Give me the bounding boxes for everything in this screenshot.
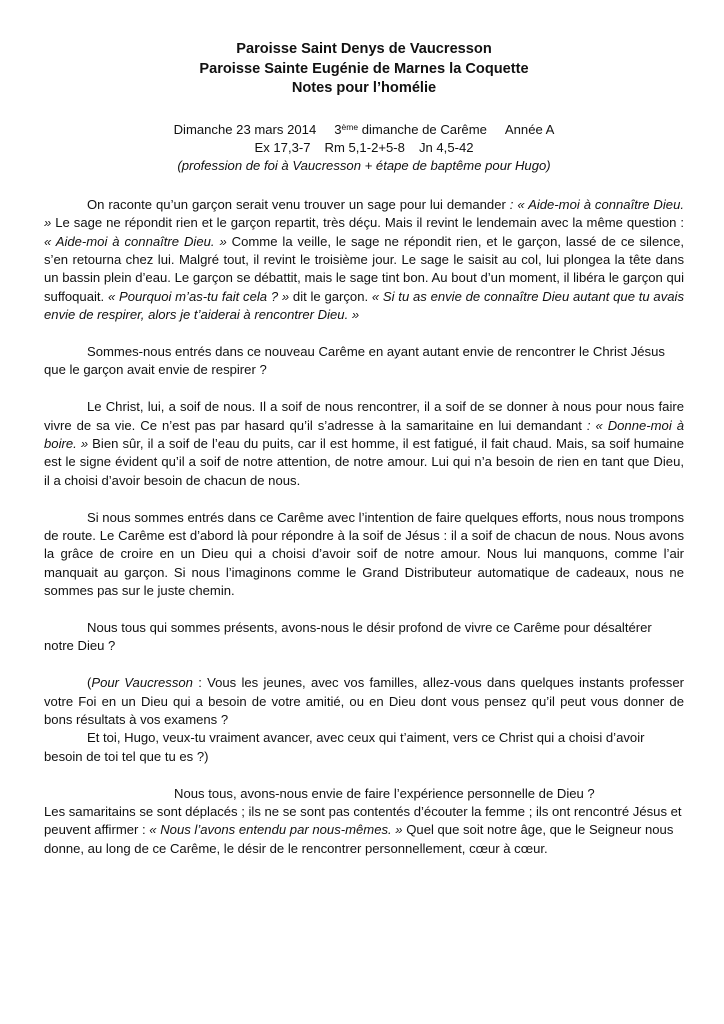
paragraph-vaucresson [44, 674, 684, 729]
parish-title-1: Paroisse Saint Denys de Vaucresson [236, 41, 492, 57]
paragraph-christ-thirst [44, 398, 684, 490]
quote-run: « Si tu as envie de connaître Dieu autant que tu avais envie de respirer, alors je t’aiderai à rencontrer Dieu. » [44, 288, 684, 323]
paragraph-hugo: Et toi, Hugo, veux-tu vraiment avancer, avec ceux qui t’aiment, vers ce Christ qui a choisi d’avoir besoin de toi tel que tu es ?) [44, 730, 645, 764]
quote-run: « Aide-moi à connaître Dieu. » [44, 233, 227, 249]
parish-title-2: Paroisse Sainte Eugénie de Marnes la Coquette [199, 60, 529, 77]
paragraph-story [44, 196, 684, 325]
reading-1: Ex 17,3-7 [254, 139, 311, 155]
homily-body [44, 196, 684, 859]
liturgy-date-line [44, 121, 684, 139]
text-run: : Vous les jeunes, avec vos familles, allez-vous dans quelques instants professer votre Foi en un Dieu qui a besoin de votre amitié, ou en Dieu dont vous pensez qu’il peut vous donner de bons résultats à vos examens ? [44, 675, 684, 728]
reading-3: Jn 4,5-42 [418, 139, 474, 155]
liturgical-year: Année A [504, 121, 555, 137]
text-run: ( [87, 675, 92, 691]
reading-2: Rm 5,1-2+5-8 [324, 139, 405, 155]
conclusion-question: Nous tous, avons-nous envie de faire l’expérience personnelle de Dieu ? [174, 785, 595, 801]
paragraph-question-2: Nous tous qui sommes présents, avons-nous le désir profond de vivre ce Carême pour désaltérer notre Dieu ? [44, 620, 652, 654]
text-run: On raconte qu’un garçon serait venu trouver un sage pour lui demander [87, 196, 510, 212]
sunday-superscript: ème [341, 121, 359, 132]
text-run: Le Christ, lui, a soif de nous. Il a soif de nous rencontrer, il a soif de se donner à nous pour nous faire vivre de sa vie. Ce n’est pas par hasard qu’il s’adresse à la samaritaine en lui demandant [44, 399, 684, 433]
paragraph-question-1: Sommes-nous entrés dans ce nouveau Carême en ayant autant envie de rencontrer le Christ Jésus que le garçon avait envie de respirer ? [44, 343, 665, 378]
occasion-note: (profession de foi à Vaucresson + étape de baptême pour Hugo) [177, 158, 551, 174]
quote-run: : « Aide-moi à connaître Dieu. » [44, 196, 684, 231]
text-run: Les samaritains se sont déplacés ; ils ne se sont pas contentés d’écouter la femme ; ils ont rencontré Jésus et peuvent affirmer : [44, 804, 682, 838]
emphasis-run: Pour Vaucresson [91, 675, 193, 691]
quote-run: : « Donne-moi à boire. » [44, 417, 684, 451]
sunday-label: dimanche de Carême [358, 121, 487, 137]
paragraph-lent: Si nous sommes entrés dans ce Carême avec l’intention de faire quelques efforts, nous nous trompons de route. Le Carême est d’abord là pour répondre à la soif de Jésus : il a soif de chacun de nous. Nous avons la grâce de croire en un Dieu qui a choisi d’avoir soif de notre amour. Nous lui manquons, comme l’air manquait au garçon. Si nous l’imaginons comme le Grand Distributeur automatique de cadeaux, nous ne sommes pas sur le juste chemin. [44, 509, 684, 599]
text-run: Comme la veille, le sage ne répondit rien, et le garçon, lassé de ce silence, s’en retourna chez lui. Malgré tout, il revint le troisième jour. Le sage le saisit au col, lui plongea la tête dans un bassin plein d’eau. Le garçon se débattit, mais le sage tint bon. Au bout d’un moment, il libéra le garçon qui suffoquait. [44, 233, 684, 304]
document-page [44, 40, 684, 858]
text-run: Le sage ne répondit rien et le garçon repartit, très déçu. Mais il revint le lendemain avec la même question : [51, 215, 684, 231]
text-run: dit le garçon. [289, 288, 372, 304]
readings-line [44, 139, 684, 157]
document-header [44, 40, 684, 99]
text-run: Quel que soit notre âge, que le Seigneur nous donne, au long de ce Carême, le désir de le rencontrer personnellement, cœur à cœur. [44, 822, 674, 856]
sunday-number: 3 [334, 121, 342, 137]
liturgy-info [44, 121, 684, 176]
quote-run: « Pourquoi m’as-tu fait cela ? » [107, 288, 290, 304]
liturgy-date: Dimanche 23 mars 2014 [173, 121, 317, 137]
text-run: Bien sûr, il a soif de l’eau du puits, car il est homme, il est fatigué, il fait chaud. Mais, sa soif humaine est le signe évident qu’il a soif de notre attention, de notre amour. Lui qui n’a besoin de rien en tant que Dieu, il a choisi d’avoir besoin de chacun de nous. [44, 435, 684, 488]
quote-run: « Nous l’avons entendu par nous-mêmes. » [149, 822, 403, 838]
paragraph-conclusion [44, 785, 684, 859]
homily-title: Notes pour l’homélie [291, 80, 437, 96]
